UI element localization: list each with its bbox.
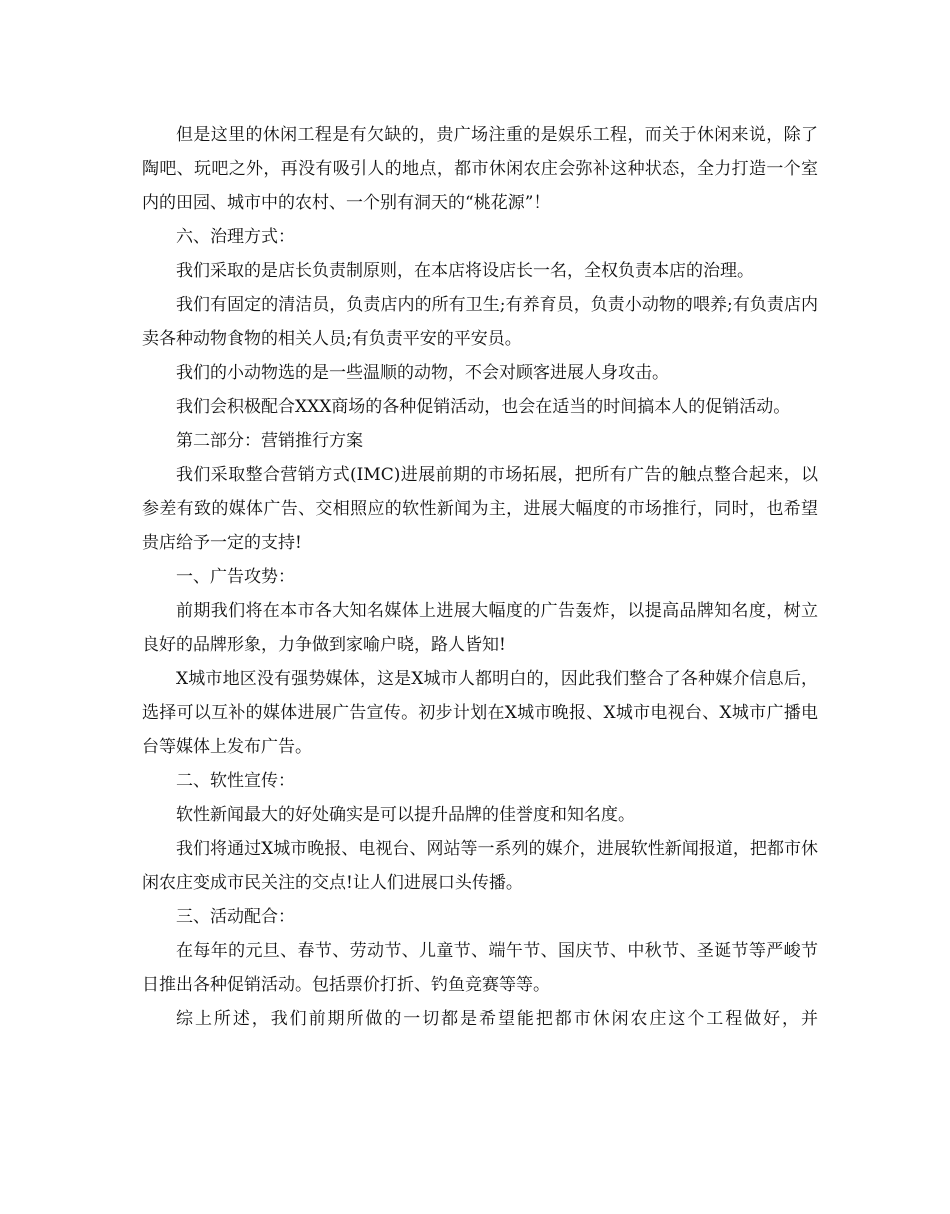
paragraph-media-blitz: 前期我们将在本市各大知名媒体上进展大幅度的广告轰炸，以提高品牌知名度，树立良好的品牌形象，力争做到家喻户晓，路人皆知! (142, 601, 818, 655)
paragraph-conclusion: 综上所述，我们前期所做的一切都是希望能把都市休闲农庄这个工程做好，并 (176, 1009, 818, 1029)
paragraph-manager-responsibility: 我们采取的是店长负责制原则，在本店将设店长一名，全权负责本店的治理。 (176, 261, 754, 281)
paragraph-staff-roles: 我们有固定的清洁员，负责店内的所有卫生;有养育员，负责小动物的喂养;有负责店内卖各种动物食物的相关人员;有负责平安的平安员。 (142, 295, 818, 349)
heading-management-method: 六、治理方式： (176, 227, 295, 247)
heading-advertising-offensive: 一、广告攻势： (176, 567, 295, 587)
paragraph-leisure-project: 但是这里的休闲工程是有欠缺的，贵广场注重的是娱乐工程，而关于休闲来说，除了陶吧、玩吧之外，再没有吸引人的地点，都市休闲农庄会弥补这种状态，全力打造一个室内的田园、城市中的农村、一个别有洞天的“桃花源”！ (142, 125, 818, 213)
heading-event-coordination: 三、活动配合： (176, 907, 295, 927)
heading-soft-publicity: 二、软性宣传： (176, 771, 295, 791)
paragraph-soft-news-benefit: 软性新闻最大的好处确实是可以提升品牌的佳誉度和知名度。 (176, 805, 635, 825)
paragraph-holiday-events: 在每年的元旦、春节、劳动节、儿童节、端午节、国庆节、中秋节、圣诞节等严峻节日推出各种促销活动。包括票价打折、钓鱼竞赛等等。 (142, 941, 818, 995)
document-body (142, 118, 818, 1036)
paragraph-media-selection: X城市地区没有强势媒体，这是X城市人都明白的，因此我们整合了各种媒介信息后，选择可以互补的媒体进展广告宣传。初步计划在X城市晚报、X城市电视台、X城市广播电台等媒体上发布广告。 (142, 669, 818, 757)
paragraph-gentle-animals: 我们的小动物选的是一些温顺的动物，不会对顾客进展人身攻击。 (176, 363, 669, 383)
paragraph-soft-news-plan: 我们将通过X城市晚报、电视台、网站等一系列的媒介，进展软性新闻报道，把都市休闲农庄变成市民关注的交点!让人们进展口头传播。 (142, 839, 818, 893)
paragraph-imc-strategy: 我们采取整合营销方式(IMC)进展前期的市场拓展，把所有广告的触点整合起来，以参差有致的媒体广告、交相照应的软性新闻为主，进展大幅度的市场推行，同时，也希望贵店给予一定的支持! (142, 465, 818, 553)
paragraph-promotions: 我们会积极配合XXX商场的各种促销活动，也会在适当的时间搞本人的促销活动。 (176, 397, 791, 417)
heading-part-two-marketing: 第二部分：营销推行方案 (176, 431, 363, 451)
